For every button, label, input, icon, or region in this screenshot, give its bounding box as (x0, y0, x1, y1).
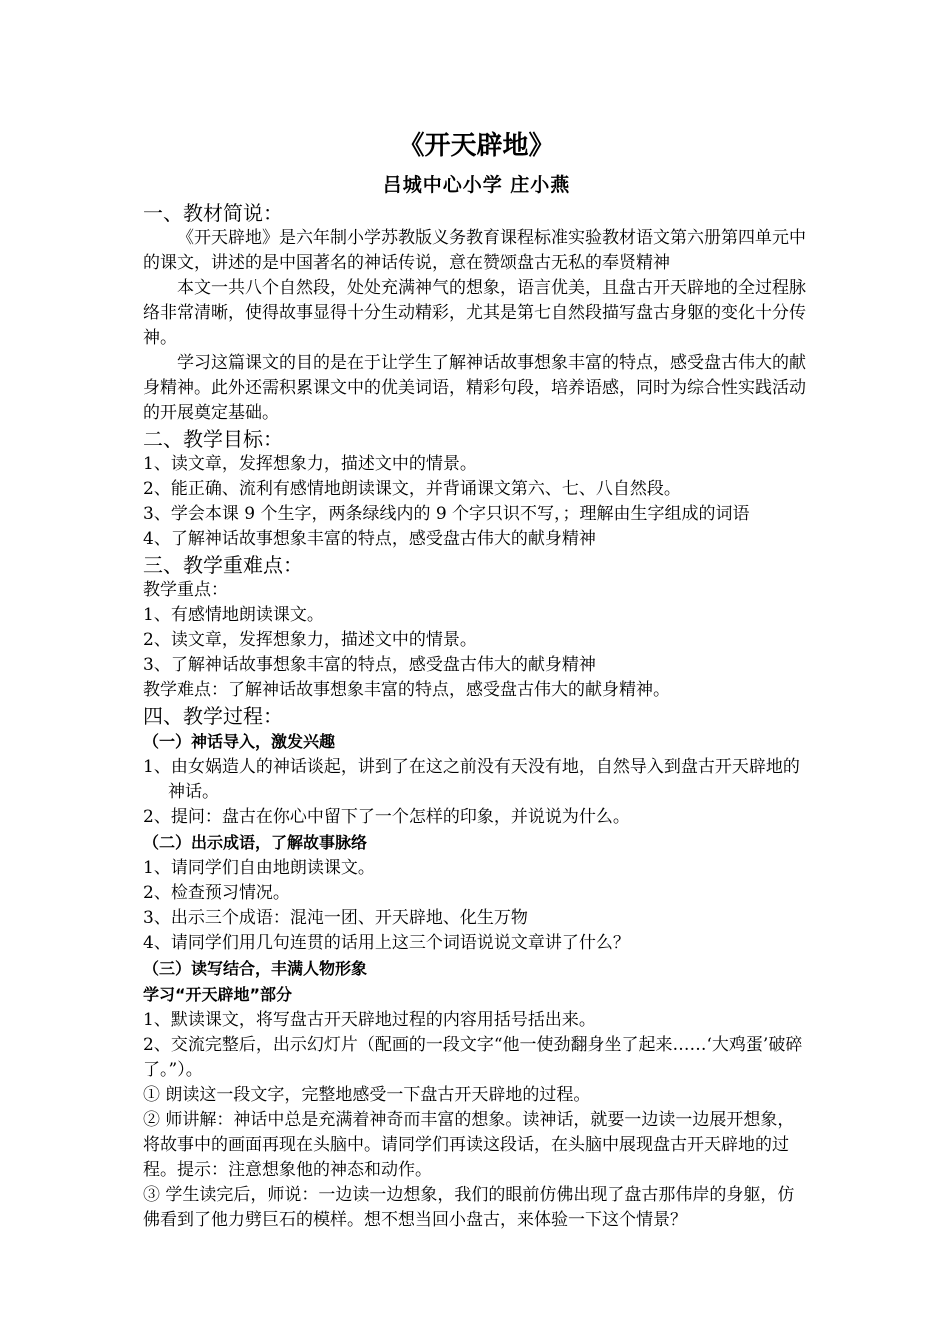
paragraph: 本文一共八个自然段，处处充满神气的想象，语言优美，且盘古开天辟地的全过程脉络非常清晰，使得故事显得十分生动精彩，尤其是第七自然段描写盘古身躯的变化十分传神。 (143, 278, 806, 348)
subsection-title-1: （一）神话导入，激发兴趣 (143, 732, 336, 751)
list-item: ③ 学生读完后，师说：一边读一边想象，我们的眼前仿佛出现了盘古那伟岸的身躯，仿佛看到了他力劈巨石的模样。想不想当回小盘古，来体验一下这个情景？ (143, 1185, 795, 1230)
list-item: 2、读文章，发挥想象力，描述文中的情景。 (143, 630, 477, 650)
list-item: 2、能正确、流利有感情地朗读课文，并背诵课文第六、七、八自然段。 (143, 479, 681, 499)
section-heading-3: 三、教学重难点： (143, 553, 303, 577)
document-author: 吕城中心小学 庄小燕 (382, 174, 571, 196)
list-item: 1、读文章，发挥想象力，描述文中的情景。 (143, 454, 477, 474)
list-item: 1、请同学们自由地朗读课文。 (143, 858, 375, 878)
paragraph: 学习这篇课文的目的是在于让学生了解神话故事想象丰富的特点，感受盘古伟大的献身精神。此外还需积累课文中的优美词语，精彩句段，培养语感，同时为综合性实践活动的开展奠定基础。 (143, 353, 806, 423)
list-item: 3、了解神话故事想象丰富的特点，感受盘古伟大的献身精神 (143, 655, 596, 675)
paragraph: 《开天辟地》是六年制小学苏教版义务教育课程标准实验教材语文第六册第四单元中的课文，讲述的是中国著名的神话传说，意在赞颂盘古无私的奉贤精神 (143, 228, 806, 273)
list-item: 3、学会本课 9 个生字，两条绿线内的 9 个字只识不写，；理解由生字组成的词语 (143, 504, 750, 524)
list-item: 4、了解神话故事想象丰富的特点，感受盘古伟大的献身精神 (143, 529, 596, 549)
subsection-title-2: （二）出示成语，了解故事脉络 (143, 833, 368, 852)
subsection-title-3: （三）读写结合，丰满人物形象 (143, 959, 368, 978)
section-heading-1: 一、教材简说： (143, 201, 283, 225)
list-item: 2、交流完整后，出示幻灯片（配画的一段文字“他一使劲翻身坐了起来……‘大鸡蛋’破碎了。”）。 (143, 1035, 803, 1080)
list-item: ① 朗读这一段文字，完整地感受一下盘古开天辟地的过程。 (143, 1085, 591, 1105)
list-item: 1、有感情地朗读课文。 (143, 605, 324, 625)
list-item: 4、请同学们用几句连贯的话用上这三个词语说说文章讲了什么？ (143, 933, 630, 953)
list-item: 1、默读课文，将写盘古开天辟地过程的内容用括号括出来。 (143, 1010, 596, 1030)
section-heading-2: 二、教学目标： (143, 427, 283, 451)
list-item: 1、由女娲造人的神话谈起，讲到了在这之前没有天没有地，自然导入到盘古开天辟地的神话。 (143, 757, 800, 802)
list-item: 3、出示三个成语：混沌一团、开天辟地、化生万物 (143, 908, 528, 928)
focus-label: 教学重点： (143, 580, 228, 600)
document-title: 《开天辟地》 (398, 131, 555, 161)
list-item: 2、提问：盘古在你心中留下了一个怎样的印象，并说说为什么。 (143, 807, 630, 827)
list-item: ② 师讲解：神话中总是充满着神奇而丰富的想象。读神话，就要一边读一边展开想象，将故事中的画面再现在头脑中。请同学们再读这段话，在头脑中展现盘古开天辟地的过程。提示：注意想象他的神态和动作。 (143, 1110, 795, 1180)
subsection-subtitle: 学习“开天辟地”部分 (143, 985, 293, 1004)
section-heading-4: 四、教学过程： (143, 704, 283, 728)
difficulty-text: 教学难点：了解神话故事想象丰富的特点，感受盘古伟大的献身精神。 (143, 680, 670, 700)
list-item: 2、检查预习情况。 (143, 883, 290, 903)
